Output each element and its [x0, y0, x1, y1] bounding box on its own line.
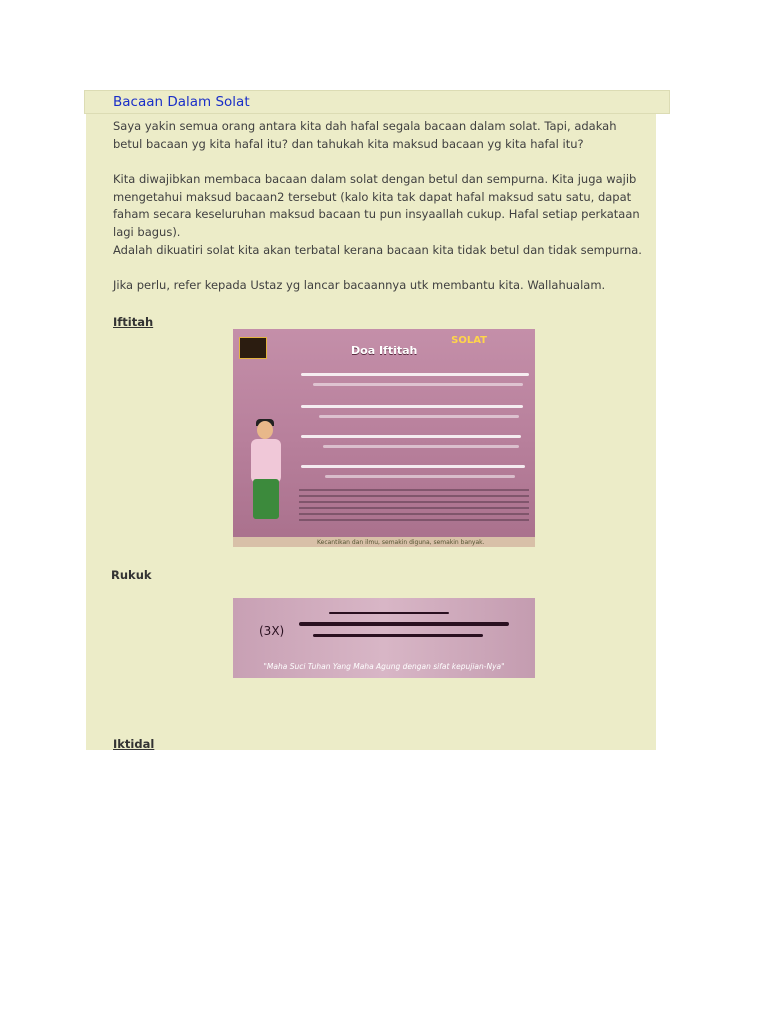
arabic-text-line: [313, 383, 523, 386]
arabic-text-line: [323, 445, 519, 448]
translation-text-line: [299, 495, 529, 497]
translation-text-line: [299, 501, 529, 503]
rukuk-image: [233, 598, 535, 678]
paragraph-1: Saya yakin semua orang antara kita dah hafal segala bacaan dalam solat. Tapi, adakah betul bacaan yg kita hafal itu? dan tahukah kita maksud bacaan yg kita hafal itu?: [113, 119, 617, 151]
image-footer-text: Kecantikan dan ilmu, semakin diguna, semakin banyak.: [317, 539, 485, 546]
arabic-text-line: [301, 465, 525, 468]
boy-illustration-shirt: [251, 439, 281, 483]
arabic-text-line: [301, 405, 523, 408]
arabic-text-stroke: [313, 634, 483, 637]
arabic-text-line: [301, 435, 521, 438]
section-heading-iftitah[interactable]: Iftitah: [113, 315, 154, 329]
paragraph-4: Jika perlu, refer kepada Ustaz yg lancar bacaannya utk membantu kita. Wallahualam.: [113, 278, 606, 292]
translation-text-line: [299, 489, 529, 491]
translation-text-line: [299, 507, 529, 509]
doa-iftitah-heading: Doa Iftitah: [351, 344, 418, 357]
arabic-text-line: [325, 475, 515, 478]
arabic-text-line: [319, 415, 519, 418]
translation-text-line: [299, 519, 529, 521]
arabic-text-stroke: [329, 612, 449, 614]
solat-badge: SOLAT: [451, 335, 487, 346]
publisher-logo: [239, 337, 267, 359]
boy-illustration-head: [257, 421, 273, 439]
boy-illustration-sarong: [253, 479, 279, 519]
section-heading-rukuk: Rukuk: [111, 568, 152, 582]
rukuk-translation: "Maha Suci Tuhan Yang Maha Agung dengan sifat kepujian-Nya": [263, 662, 505, 671]
arabic-text-stroke: [299, 622, 509, 626]
translation-text-line: [299, 513, 529, 515]
section-heading-iktidal[interactable]: Iktidal: [113, 737, 155, 751]
repeat-count: (3X): [259, 624, 285, 638]
paragraph-2: Kita diwajibkan membaca bacaan dalam solat dengan betul dan sempurna. Kita juga wajib mengetahui maksud bacaan2 tersebut (kalo kita tak dapat hafal maksud satu satu, dapat faham secara keseluruhan maksud bacaan tu pun insyaallah cukup. Hafal setiap perkataan lagi bagus).: [113, 172, 640, 239]
paragraph-3: Adalah dikuatiri solat kita akan terbatal kerana bacaan kita tidak betul dan tidak sempurna.: [113, 243, 642, 257]
doa-iftitah-image: [233, 329, 535, 547]
arabic-text-line: [301, 373, 529, 376]
post-title[interactable]: Bacaan Dalam Solat: [113, 94, 250, 110]
